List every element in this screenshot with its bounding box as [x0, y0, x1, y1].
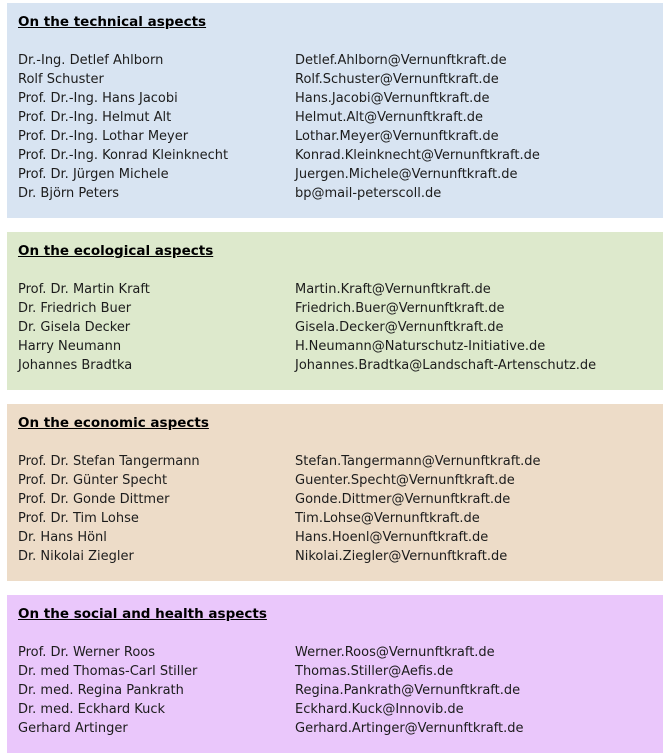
contact-name: Dr.-Ing. Detlef Ahlborn: [18, 53, 164, 68]
table-row: [18, 528, 651, 547]
table-row: [18, 700, 651, 719]
table-row: [18, 356, 651, 375]
table-row: [18, 490, 651, 509]
table-row: [18, 509, 651, 528]
contact-email: Nikolai.Ziegler@Vernunftkraft.de: [295, 549, 508, 564]
contact-email: Hans.Hoenl@Vernunftkraft.de: [295, 530, 489, 545]
contact-name: Prof. Dr. Jürgen Michele: [18, 167, 169, 182]
contact-email: Helmut.Alt@Vernunftkraft.de: [295, 110, 483, 125]
section-economic: [7, 404, 663, 581]
contact-list: [18, 280, 651, 375]
contact-name: Gerhard Artinger: [18, 721, 128, 736]
contact-email: Detlef.Ahlborn@Vernunftkraft.de: [295, 53, 507, 68]
contact-email: H.Neumann@Naturschutz-Initiative.de: [295, 339, 546, 354]
contact-email: Rolf.Schuster@Vernunftkraft.de: [295, 72, 499, 87]
table-row: [18, 299, 651, 318]
table-row: [18, 184, 651, 203]
contact-list: [18, 643, 651, 738]
contact-email: Guenter.Specht@Vernunftkraft.de: [295, 473, 515, 488]
contact-name: Dr. med. Eckhard Kuck: [18, 702, 165, 717]
table-row: [18, 70, 651, 89]
contact-name: Prof. Dr.-Ing. Lothar Meyer: [18, 129, 189, 144]
section-social-health: [7, 595, 663, 753]
contact-list: [18, 51, 651, 203]
section-title: On the technical aspects: [18, 14, 207, 30]
contact-name: Dr. med Thomas-Carl Stiller: [18, 664, 198, 679]
contact-name: Dr. med. Regina Pankrath: [18, 683, 184, 698]
contact-email: Thomas.Stiller@Aefis.de: [295, 664, 454, 679]
section-title: On the social and health aspects: [18, 606, 267, 622]
table-row: [18, 108, 651, 127]
contact-name: Prof. Dr. Günter Specht: [18, 473, 168, 488]
contact-email: Tim.Lohse@Vernunftkraft.de: [295, 511, 480, 526]
contact-email: Gerhard.Artinger@Vernunftkraft.de: [295, 721, 524, 736]
table-row: [18, 337, 651, 356]
table-row: [18, 280, 651, 299]
table-row: [18, 452, 651, 471]
table-row: [18, 89, 651, 108]
section-technical: [7, 3, 663, 218]
table-row: [18, 681, 651, 700]
table-row: [18, 51, 651, 70]
contact-name: Dr. Hans Hönl: [18, 530, 107, 545]
table-row: [18, 127, 651, 146]
table-row: [18, 146, 651, 165]
table-row: [18, 471, 651, 490]
table-row: [18, 643, 651, 662]
contact-email: Stefan.Tangermann@Vernunftkraft.de: [295, 454, 541, 469]
table-row: [18, 662, 651, 681]
table-row: [18, 165, 651, 184]
section-ecological: [7, 232, 663, 390]
contact-name: Dr. Gisela Decker: [18, 320, 131, 335]
contact-email: bp@mail-peterscoll.de: [295, 186, 442, 201]
contact-name: Dr. Björn Peters: [18, 186, 119, 201]
contact-name: Dr. Nikolai Ziegler: [18, 549, 134, 564]
contact-name: Rolf Schuster: [18, 72, 104, 87]
contact-email: Eckhard.Kuck@Innovib.de: [295, 702, 464, 717]
section-title: On the economic aspects: [18, 415, 209, 431]
contact-name: Prof. Dr. Werner Roos: [18, 645, 155, 660]
contact-email: Lothar.Meyer@Vernunftkraft.de: [295, 129, 499, 144]
section-title: On the ecological aspects: [18, 243, 214, 259]
contact-email: Gonde.Dittmer@Vernunftkraft.de: [295, 492, 511, 507]
contact-name: Prof. Dr.-Ing. Konrad Kleinknecht: [18, 148, 229, 163]
contact-email: Konrad.Kleinknecht@Vernunftkraft.de: [295, 148, 540, 163]
contact-email: Johannes.Bradtka@Landschaft-Artenschutz.de: [295, 358, 597, 373]
contact-name: Dr. Friedrich Buer: [18, 301, 132, 316]
contact-email: Martin.Kraft@Vernunftkraft.de: [295, 282, 491, 297]
contact-name: Prof. Dr. Tim Lohse: [18, 511, 139, 526]
contact-list: [18, 452, 651, 566]
contact-email: Friedrich.Buer@Vernunftkraft.de: [295, 301, 505, 316]
contact-name: Harry Neumann: [18, 339, 122, 354]
contact-email: Hans.Jacobi@Vernunftkraft.de: [295, 91, 490, 106]
contact-name: Prof. Dr.-Ing. Hans Jacobi: [18, 91, 178, 106]
contact-name: Prof. Dr.-Ing. Helmut Alt: [18, 110, 172, 125]
contact-email: Regina.Pankrath@Vernunftkraft.de: [295, 683, 521, 698]
contact-email: Gisela.Decker@Vernunftkraft.de: [295, 320, 504, 335]
contact-name: Prof. Dr. Martin Kraft: [18, 282, 150, 297]
contact-email: Juergen.Michele@Vernunftkraft.de: [295, 167, 518, 182]
contact-name: Johannes Bradtka: [18, 358, 133, 373]
contact-name: Prof. Dr. Stefan Tangermann: [18, 454, 200, 469]
table-row: [18, 547, 651, 566]
contact-name: Prof. Dr. Gonde Dittmer: [18, 492, 170, 507]
table-row: [18, 719, 651, 738]
contact-email: Werner.Roos@Vernunftkraft.de: [295, 645, 495, 660]
table-row: [18, 318, 651, 337]
